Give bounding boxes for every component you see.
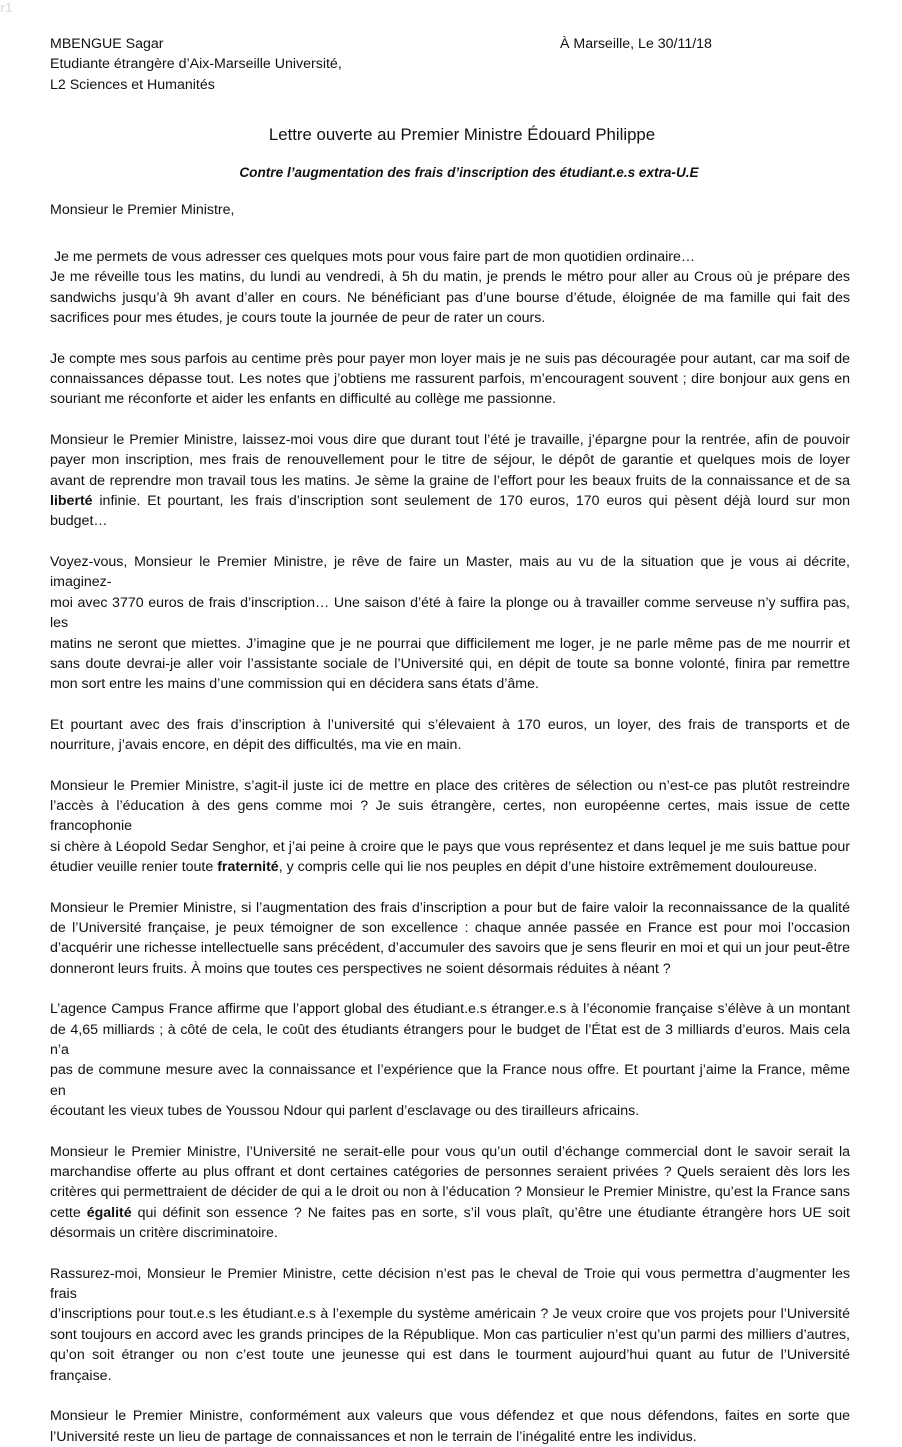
bold-word-egalite: égalité — [86, 1204, 132, 1221]
paragraph-line — [50, 1203, 850, 1223]
paragraph-line: Monsieur le Premier Ministre, conformément aux valeurs que vous défendez et que nous défendons, faites en sorte que — [50, 1408, 850, 1425]
paragraph-line: L’agence Campus France affirme que l’apport global des étudiant.e.s étranger.e.s à l’économie française s’élève à un montant — [50, 1001, 850, 1018]
salutation: Monsieur le Premier Ministre, — [50, 201, 235, 218]
paragraph-line: sans doute devrai-je aller voir l’assistante sociale de l’Université qui, en dépit de toute sa bonne volonté, finira par remettre — [50, 655, 850, 672]
paragraph-line: Monsieur le Premier Ministre, si l’augmentation des frais d’inscription a pour but de faire valoir la reconnaissance de la qualité — [50, 899, 850, 916]
paragraph-line: Je me réveille tous les matins, du lundi au vendredi, à 5h du matin, je prends le métro pour aller au Crous où je prépare des — [50, 269, 850, 286]
paragraph-line: d’inscriptions pour tout.e.s les étudiant.e.s à l’exemple du système américain ? Je veux croire que vos projets pour l’Université — [50, 1306, 850, 1323]
paragraph-4 — [50, 552, 850, 695]
paragraph-line: écoutant les vieux tubes de Youssou Ndour qui parlent d’esclavage ou des tirailleurs africains. — [50, 1103, 640, 1120]
paragraph-line: Et pourtant avec des frais d’inscription à l’université qui s’élevaient à 170 euros, un loyer, des frais de transports et de — [50, 716, 850, 733]
sender-name: MBENGUE Sagar — [50, 36, 164, 52]
paragraph-8 — [50, 999, 850, 1121]
paragraph-line-rest: qui définit son essence ? Ne faites pas en sorte, s’il vous plaît, qu’être une étudiante étrangère hors UE soit — [131, 1204, 851, 1221]
paragraph-line: française. — [50, 1367, 112, 1384]
bold-word-fraternite: fraternité — [217, 859, 279, 876]
paragraph-line: Monsieur le Premier Ministre, laissez-moi vous dire que durant tout l’été je travaille, j’épargne pour la rentrée, afin de pouvoir — [50, 431, 850, 448]
sender-program: L2 Sciences et Humanités — [50, 76, 215, 93]
paragraph-line: de l’Université française, je peux témoigner de son excellence : chaque année passée en France est pour moi l’occasion — [50, 919, 850, 936]
paragraph-9 — [50, 1142, 850, 1244]
paragraph-7 — [50, 898, 850, 980]
paragraph-line: marchandise offerte au plus offrant et dont certaines catégories de personnes seraient privées ? Quels seraient dès lors les — [50, 1164, 850, 1181]
paragraph-3 — [50, 430, 850, 532]
paragraph-line: souriant me réconforte et aider les enfants en difficulté au collège me passionne. — [50, 391, 557, 408]
paragraph-line: nourriture, j’avais encore, en dépit des difficultés, ma vie en main. — [50, 737, 462, 754]
paragraph-line: payer mon inscription, mes frais de renouvellement pour le titre de séjour, le dépôt de garantie et quelques mois de loyer — [50, 452, 850, 469]
paragraph-line: sont toujours en accord avec les grands principes de la République. Mon cas particulier n’est qu’un parmi des milliers d’autres, — [50, 1326, 850, 1343]
paragraph-line-start: étudier veuille renier toute — [50, 859, 218, 876]
paragraph-line: Rassurez-moi, Monsieur le Premier Ministre, cette décision n’est pas le cheval de Troie qui vous permettra d’augmenter les frais — [50, 1265, 850, 1303]
paragraph-line: l’accès à l’éducation à des gens comme moi ? Je suis étrangère, certes, non européenne certes, mais issue de cette francophonie — [50, 797, 850, 835]
paragraph-line-rest: infinie. Et pourtant, les frais d’inscription sont seulement de 170 euros, 170 euros qui pèsent déjà lourd sur mon — [92, 493, 850, 510]
paragraph-line: pas de commune mesure avec la connaissance et l’expérience que la France nous offre. Et pourtant j’aime la France, même en — [50, 1062, 850, 1099]
paragraph-line: avant de reprendre mon travail tous les matins. Je sème la graine de l’effort pour les beaux fruits de la connaissance et de sa — [50, 472, 850, 489]
paragraph-line: budget… — [50, 513, 108, 530]
paragraph-line: désormais un critère discriminatoire. — [50, 1225, 278, 1242]
paragraph-line: sandwichs jusqu’à 9h avant d’aller en cours. Ne bénéficiant pas d’une bourse d’étude, éloignée de ma famille qui fait des — [50, 289, 850, 306]
paragraph-line: Monsieur le Premier Ministre, l’Université ne serait-elle pour vous qu’un outil d’échange commercial dont le savoir serait la — [50, 1143, 850, 1160]
paragraph-line: l’Université reste un lieu de partage de connaissances et non le terrain de l’inégalité entre les individus. — [50, 1428, 697, 1445]
paragraph-line: sacrifices pour mes études, je cours toute la journée de peur de rater un cours. — [50, 310, 546, 327]
paragraph-2 — [50, 349, 850, 410]
paragraph-line: connaissances dépasse tout. Les notes que j’obtiens me rassurent parfois, m’encouragent souvent ; dire bonjour aux gens en — [50, 371, 850, 388]
page-corner-mark: r1 — [0, 0, 13, 15]
paragraph-line: si chère à Léopold Sedar Senghor, et j’ai peine à croire que le pays que vous représentez et dans lequel je me suis battue pour — [50, 838, 850, 855]
sender-header — [50, 34, 850, 54]
paragraph-6 — [50, 776, 850, 878]
paragraph-line: matins ne seront que miettes. J’imagine que je ne pourrai que difficilement me loger, je ne parle même pas de me nourrir et — [50, 635, 850, 652]
paragraph-line: Je compte mes sous parfois au centime près pour payer mon loyer mais je ne suis pas découragée pour autant, car ma soif de — [50, 350, 850, 367]
paragraph-line: donneront leurs fruits. À moins que toutes ces perspectives ne soient désormais réduites à néant ? — [50, 960, 671, 977]
paragraph-line: Voyez-vous, Monsieur le Premier Ministre, je rêve de faire un Master, mais au vu de la situation que je vous ai décrite, imaginez- — [50, 553, 850, 591]
paragraph-line — [50, 857, 850, 877]
paragraph-line-rest: , y compris celle qui lie nos peuples en dépit d’une histoire extrêmement douloureuse. — [278, 859, 818, 876]
paragraph-1 — [50, 247, 850, 329]
letter-subtitle: Contre l’augmentation des frais d’inscription des étudiant.e.s extra-U.E — [239, 165, 699, 181]
paragraph-line: de 4,65 milliards ; à côté de cela, le coût des étudiants étrangers pour le budget de l’État est de 3 milliards d’euros. Mais cela n’a — [50, 1021, 850, 1059]
letter-page — [50, 34, 850, 1447]
paragraph-line: Je me permets de vous adresser ces quelques mots pour vous faire part de mon quotidien ordinaire… — [50, 249, 696, 266]
paragraph-line: d’acquérir une richesse intellectuelle sans précédent, d’accumuler des savoirs que je sens fleurir en moi et qui un jour peut-être — [50, 940, 850, 957]
paragraph-line: qu’on soit étranger ou non c’est toute une jeunesse qui est dans le tourment aujourd’hui quant au futur de l’Université — [50, 1347, 850, 1364]
paragraph-line: Monsieur le Premier Ministre, s’agit-il juste ici de mettre en place des critères de sélection ou n’est-ce pas plutôt restreindre — [50, 777, 850, 794]
paragraph-line: mon sort entre les mains d’une commission qui en décidera sans états d’âme. — [50, 676, 539, 693]
bold-word-liberte: liberté — [50, 493, 93, 510]
paragraph-line-start: cette — [50, 1204, 87, 1221]
sender-affiliation: Etudiante étrangère d’Aix-Marseille Université, — [50, 56, 342, 73]
letter-title: Lettre ouverte au Premier Ministre Édouard Philippe — [268, 125, 656, 145]
paragraph-10 — [50, 1264, 850, 1386]
paragraph-line: critères qui permettraient de décider de qui a le droit ou non à l’éducation ? Monsieur le Premier Ministre, qu’est la France sans — [50, 1184, 850, 1201]
paragraph-11 — [50, 1406, 850, 1447]
paragraph-5 — [50, 715, 850, 756]
paragraph-line — [50, 491, 850, 511]
place-date: À Marseille, Le 30/11/18 — [560, 36, 712, 52]
paragraph-line: moi avec 3770 euros de frais d’inscription… Une saison d’été à faire la plonge ou à travailler comme serveuse n’y suffira pas, les — [50, 594, 850, 632]
